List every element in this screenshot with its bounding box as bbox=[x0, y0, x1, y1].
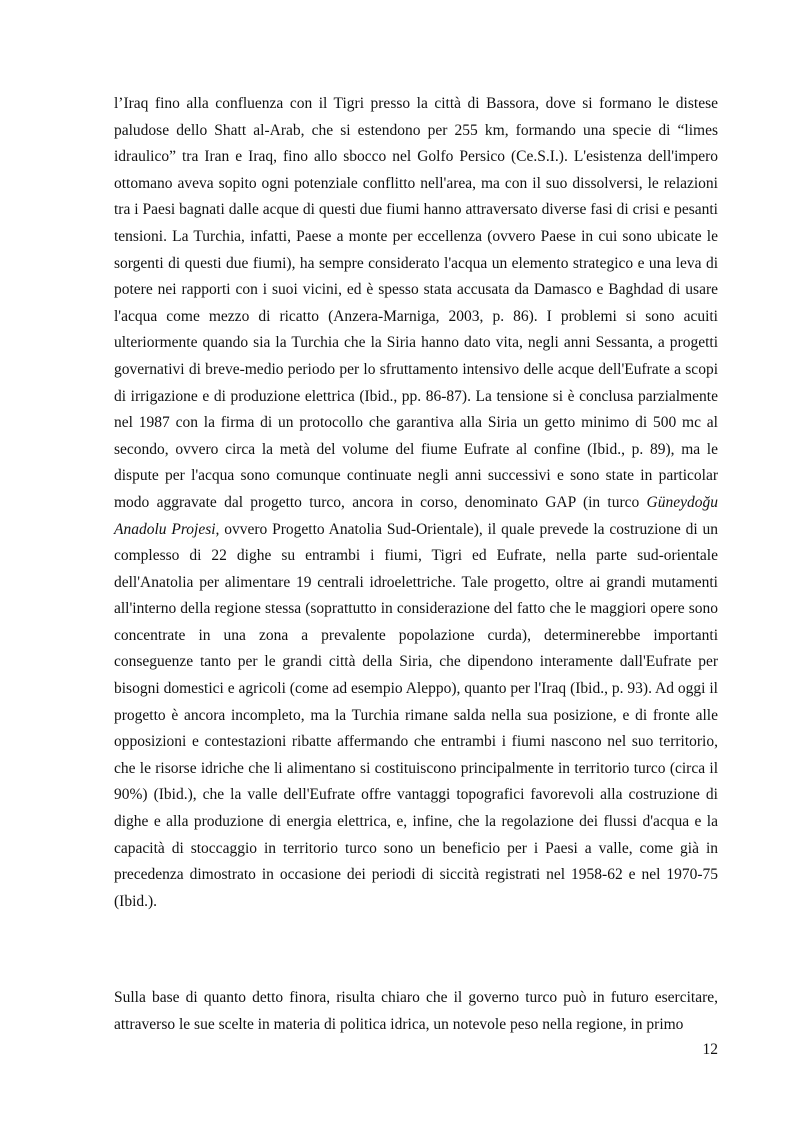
paragraph-1-text-end: ovvero Progetto Anatolia Sud-Orientale), il quale prevede la costruzione di un complesso di 22 dighe su entrambi i fiumi, Tigri ed Eufrate, nella parte sud-orientale dell'Anatolia per alimentare 19 centrali idroelettriche. Tale progetto, oltre ai grandi mutamenti all'interno della regione stessa (soprattutto in considerazione del fatto che le maggiori opere sono concentrate in una zona a prevalente popolazione curda), determinerebbe importanti conseguenze tanto per le grandi città della Siria, che dipendono interamente dall'Eufrate per bisogni domestici e agricoli (come ad esempio Aleppo), quanto per l'Iraq (Ibid., p. 93). Ad oggi il progetto è ancora incompleto, ma la Turchia rimane salda nella sua posizione, e di fronte alle opposizioni e contestazioni ribatte affermando che entrambi i fiumi nascono nel suo territorio, che le risorse idriche che li alimentano si costituiscono principalmente in territorio turco (circa il 90%) (Ibid.), che la valle dell'Eufrate offre vantaggi topografici favorevoli alla costruzione di dighe e alla produzione di energia elettrica, e, infine, che la regolazione dei flussi d'acqua e la capacità di stoccaggio in territorio turco sono un beneficio per i Paesi a valle, come già in precedenza dimostrato in occasione dei periodi di siccità registrati nel 1958-62 e nel 1970-75 (Ibid.). bbox=[114, 520, 718, 910]
paragraph-1-text-start: l’Iraq fino alla confluenza con il Tigri presso la città di Bassora, dove si formano le distese paludose dello Shatt al-Arab, che si estendono per 255 km, formando una specie di “limes idraulico” tra Iran e Iraq, fino allo sbocco nel Golfo Persico (Ce.S.I.). L'esistenza dell'impero ottomano aveva sopito ogni potenziale conflitto nell'area, ma con il suo dissolversi, le relazioni tra i Paesi bagnati dalle acque di questi due fiumi hanno attraversato diverse fasi di crisi e pesanti tensioni. La Turchia, infatti, Paese a monte per eccellenza (ovvero Paese in cui sono ubicate le sorgenti di questi due fiumi), ha sempre considerato l'acqua un elemento strategico e una leva di potere nei rapporti con i suoi vicini, ed è spesso stata accusata da Damasco e Baghdad di usare l'acqua come mezzo di ricatto (Anzera-Marniga, 2003, p. 86). I problemi si sono acuiti ulteriormente quando sia la Turchia che la Siria hanno dato vita, negli anni Sessanta, a progetti governativi di breve-medio periodo per lo sfruttamento intensivo delle acque dell'Eufrate a scopi di irrigazione e di produzione elettrica (Ibid., pp. 86-87). La tensione si è conclusa parzialmente nel 1987 con la firma di un protocollo che garantiva alla Siria un getto minimo di 500 mc al secondo, ovvero circa la metà del volume del fiume Eufrate al confine (Ibid., p. 89), ma le dispute per l'acqua sono comunque continuate negli anni successivi e sono state in particolar modo aggravate dal progetto turco, ancora in corso, denominato GAP (in turco bbox=[114, 95, 718, 511]
turkish-project-name: Güneydoğu Anadolu Projesi, bbox=[114, 493, 718, 538]
page-number: 12 bbox=[702, 1041, 718, 1058]
body-paragraph-1 bbox=[114, 91, 718, 915]
body-paragraph-2 bbox=[114, 985, 718, 1038]
paragraph-2-text: Sulla base di quanto detto finora, risulta chiaro che il governo turco può in futuro esercitare, attraverso le sue scelte in materia di politica idrica, un notevole peso nella regione, in primo bbox=[114, 989, 718, 1033]
paragraph-text bbox=[114, 91, 718, 915]
